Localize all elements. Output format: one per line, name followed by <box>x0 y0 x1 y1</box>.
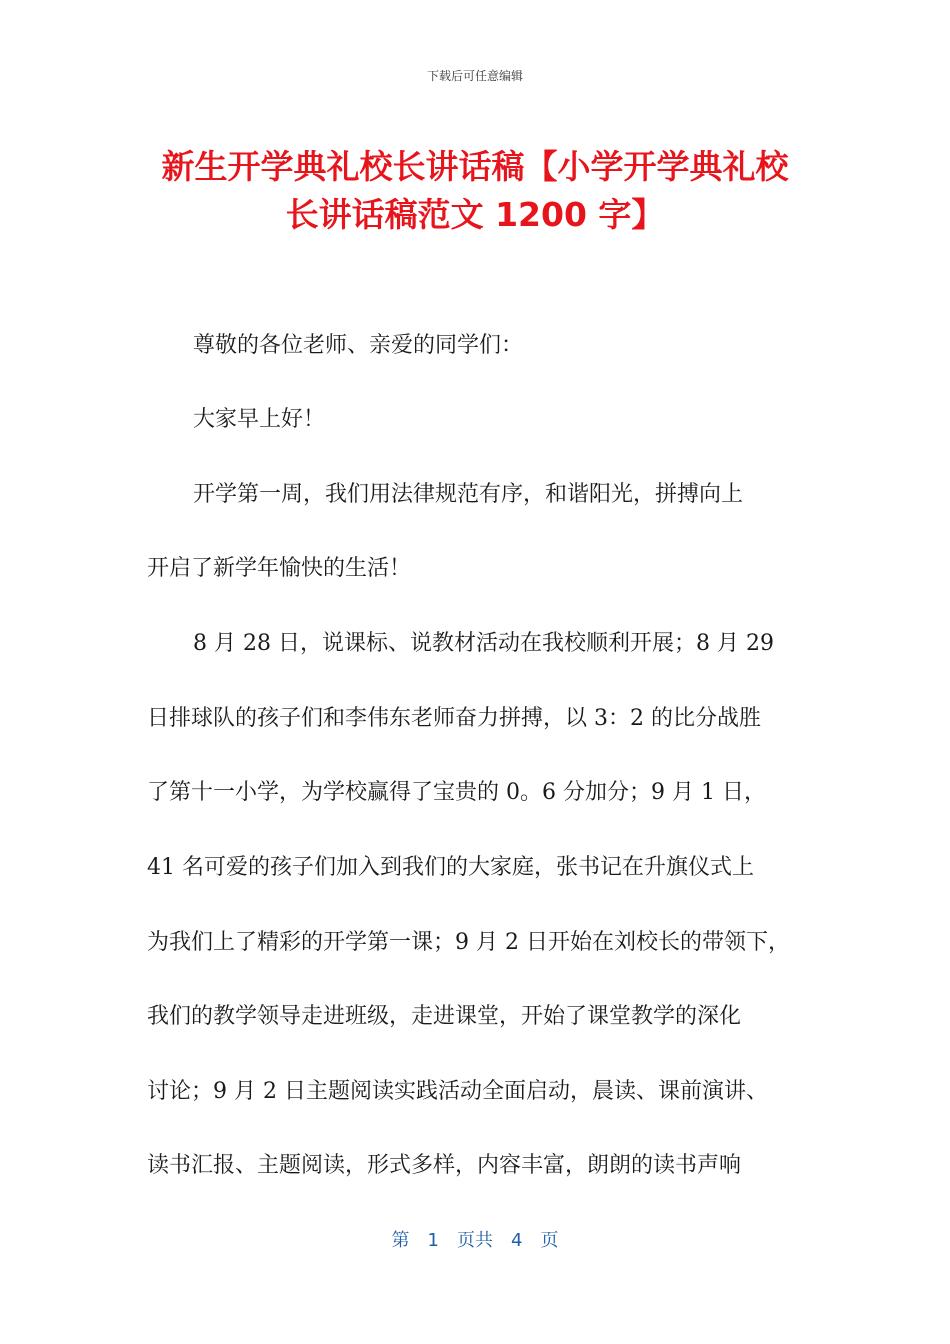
document-title <box>120 143 830 239</box>
title-line-1: 新生开学典礼校长讲话稿【小学开学典礼校 <box>161 147 789 186</box>
paragraph-line: 为我们上了精彩的开学第一课；9 月 2 日开始在刘校长的带领下， <box>147 930 790 955</box>
footer-page-number: 1 <box>427 1230 439 1251</box>
paragraph-line: 讨论；9 月 2 日主题阅读实践活动全面启动，晨读、课前演讲、 <box>147 1079 768 1104</box>
footer-suffix: 页 <box>540 1230 559 1251</box>
salutation: 尊敬的各位老师、亲爱的同学们： <box>193 333 524 358</box>
paragraph-line: 8 月 28 日，说课标、说教材活动在我校顺利开展；8 月 29 <box>193 631 774 656</box>
page-footer <box>0 1226 950 1252</box>
header-note: 下载后可任意编辑 <box>426 69 523 83</box>
paragraph-line: 读书汇报、主题阅读，形式多样，内容丰富，朗朗的读书声响 <box>147 1153 742 1178</box>
greeting: 大家早上好！ <box>193 407 326 432</box>
paragraph-line: 我们的教学领导走进班级，走进课堂，开始了课堂教学的深化 <box>147 1004 742 1029</box>
paragraph-line: 日排球队的孩子们和李伟东老师奋力拼搏，以 3：2 的比分战胜 <box>147 706 761 731</box>
footer-middle: 页共 <box>457 1230 493 1251</box>
paragraph-line: 开学第一周，我们用法律规范有序，和谐阳光，拼搏向上 <box>193 482 744 507</box>
footer-total-pages: 4 <box>511 1230 523 1251</box>
paragraph-line: 41 名可爱的孩子们加入到我们的大家庭，张书记在升旗仪式上 <box>147 855 754 880</box>
title-line-2: 长讲话稿范文 1200 字】 <box>285 195 665 234</box>
footer-prefix: 第 <box>391 1230 410 1251</box>
paragraph-line: 了第十一小学，为学校赢得了宝贵的 0。6 分加分；9 月 1 日， <box>147 780 766 805</box>
paragraph-line: 开启了新学年愉快的生活！ <box>147 556 412 581</box>
